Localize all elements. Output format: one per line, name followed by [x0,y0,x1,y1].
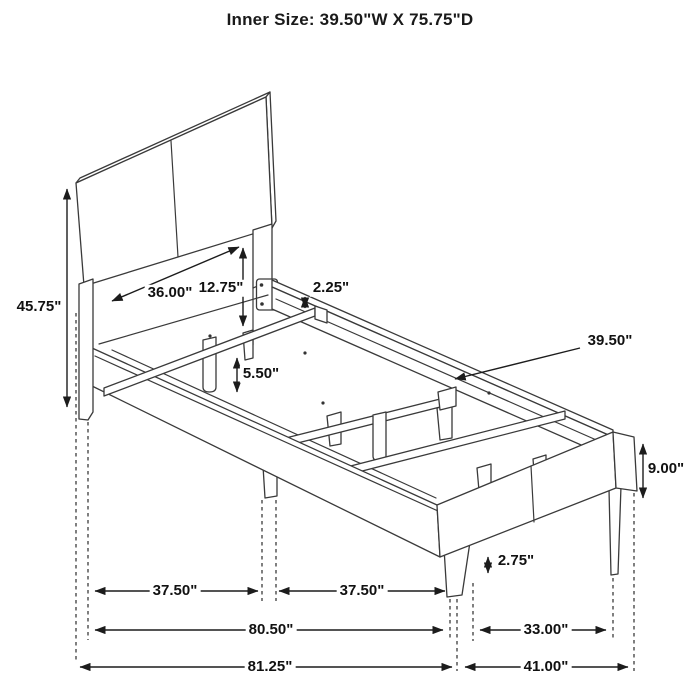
dim-label-center-leg-height: 5.50" [240,366,282,383]
leader-39-50 [455,348,580,379]
dim-label-side-rail-height: 9.00" [645,461,687,478]
slat-b-cylinder-leg [373,412,386,461]
dim-label-rail-to-slat-gap: 2.25" [310,280,352,297]
dim-label-span-foot-width-out: 41.00" [521,659,572,676]
diagram-title: Inner Size: 39.50"W X 75.75"D [226,10,474,29]
dim-label-headboard-drop: 12.75" [196,280,247,297]
dim-label-span-middle-to-foot: 37.50" [337,583,388,600]
dim-label-foot-leg-height: 2.75" [495,553,537,570]
dim-label-span-outer-length: 80.50" [246,622,297,639]
left-post [79,279,93,420]
dim-label-inner-width: 39.50" [585,333,636,350]
dim-label-span-total-length: 81.25" [245,659,296,676]
headboard [76,92,276,286]
footboard-face [437,432,616,557]
slat-b-bracket [438,387,456,410]
dim-label-headboard-width: 36.00" [145,285,196,302]
footboard [437,432,637,597]
footboard-end-cap [613,432,637,491]
foot-right-leg [609,486,621,575]
center-slat-head [104,306,327,396]
dim-label-span-foot-width-in: 33.00" [521,622,572,639]
slat-a-cylinder-leg [203,337,216,392]
dim-label-overall-height: 45.75" [14,299,65,316]
dim-label-span-head-to-middle: 37.50" [150,583,201,600]
